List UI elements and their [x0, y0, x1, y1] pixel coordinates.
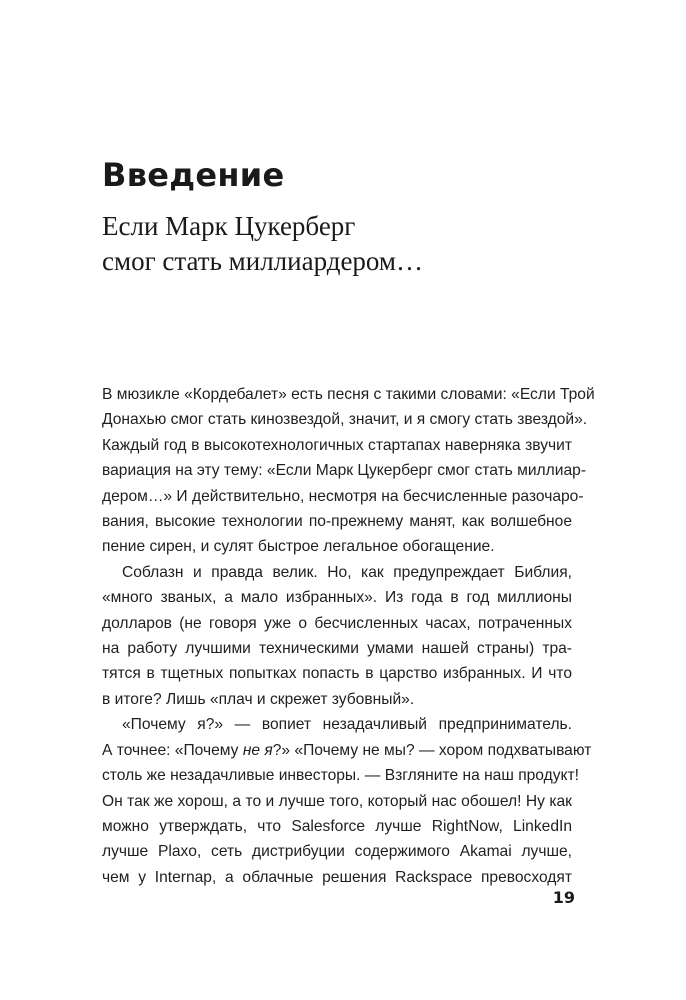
paragraph-3 — [102, 712, 592, 890]
text-line: «много званых, а мало избранных». Из года в год миллионы — [102, 589, 572, 607]
body-text — [102, 382, 595, 890]
text-line: Донахью смог стать кинозвездой, значит, и я смогу стать звездой». — [102, 411, 588, 429]
subtitle-line: Если Марк Цукерберг — [102, 211, 356, 241]
text-line: Он так же хорош, а то и лучше того, который нас обошел! Ну как — [102, 792, 572, 810]
emphasis: не я — [242, 741, 273, 759]
text-line: можно утверждать, что Salesforce лучше RightNow, LinkedIn — [102, 817, 572, 835]
text-line: столь же незадачливые инвесторы. — Взгляните на наш продукт! — [102, 767, 580, 785]
text-line: В мюзикле «Кордебалет» есть песня с такими словами: «Если Трой — [102, 386, 595, 403]
paragraph-1 — [102, 382, 595, 560]
subtitle-line: смог стать миллиардером… — [102, 246, 424, 276]
text-line: дером…» И действительно, несмотря на бесчисленные разочаро- — [102, 487, 584, 505]
text-line: тятся в тщетных попытках попасть в царство избранных. И что — [102, 665, 572, 683]
page-number: 19 — [552, 888, 575, 907]
text-line: лучше Plaxo, сеть дистрибуции содержимого Akamai лучше, — [102, 843, 572, 861]
text-line: Каждый год в высокотехнологичных стартапах наверняка звучит — [102, 436, 572, 454]
text-line: пение сирен, и сулят быстрое легальное обогащение. — [102, 538, 495, 556]
text-line: чем у Internap, а облачные решения Rackspace превосходят — [102, 868, 572, 886]
text-line: вания, высокие технологии по-прежнему манят, как волшебное — [102, 513, 572, 531]
chapter-title: Введение — [102, 156, 285, 194]
text-line: долларов (не говоря уже о бесчисленных часах, потраченных — [102, 614, 572, 632]
text-line: Соблазн и правда велик. Но, как предупреждает Библия, — [122, 563, 572, 581]
text-line: в итоге? Лишь «плач и скрежет зубовный». — [102, 690, 415, 708]
text-line: А точнее: «Почему не я?» «Почему не мы? — хором подхватывают — [102, 741, 592, 759]
paragraph-2 — [102, 560, 572, 712]
text-line: вариация на эту тему: «Если Марк Цукерберг смог стать миллиар- — [102, 462, 587, 480]
text-line: «Почему я?» — вопиет незадачливый предприниматель. — [122, 716, 572, 734]
chapter-subtitle — [102, 209, 423, 279]
text-line: на работу лучшими техническими умами нашей страны) тра- — [102, 640, 572, 658]
